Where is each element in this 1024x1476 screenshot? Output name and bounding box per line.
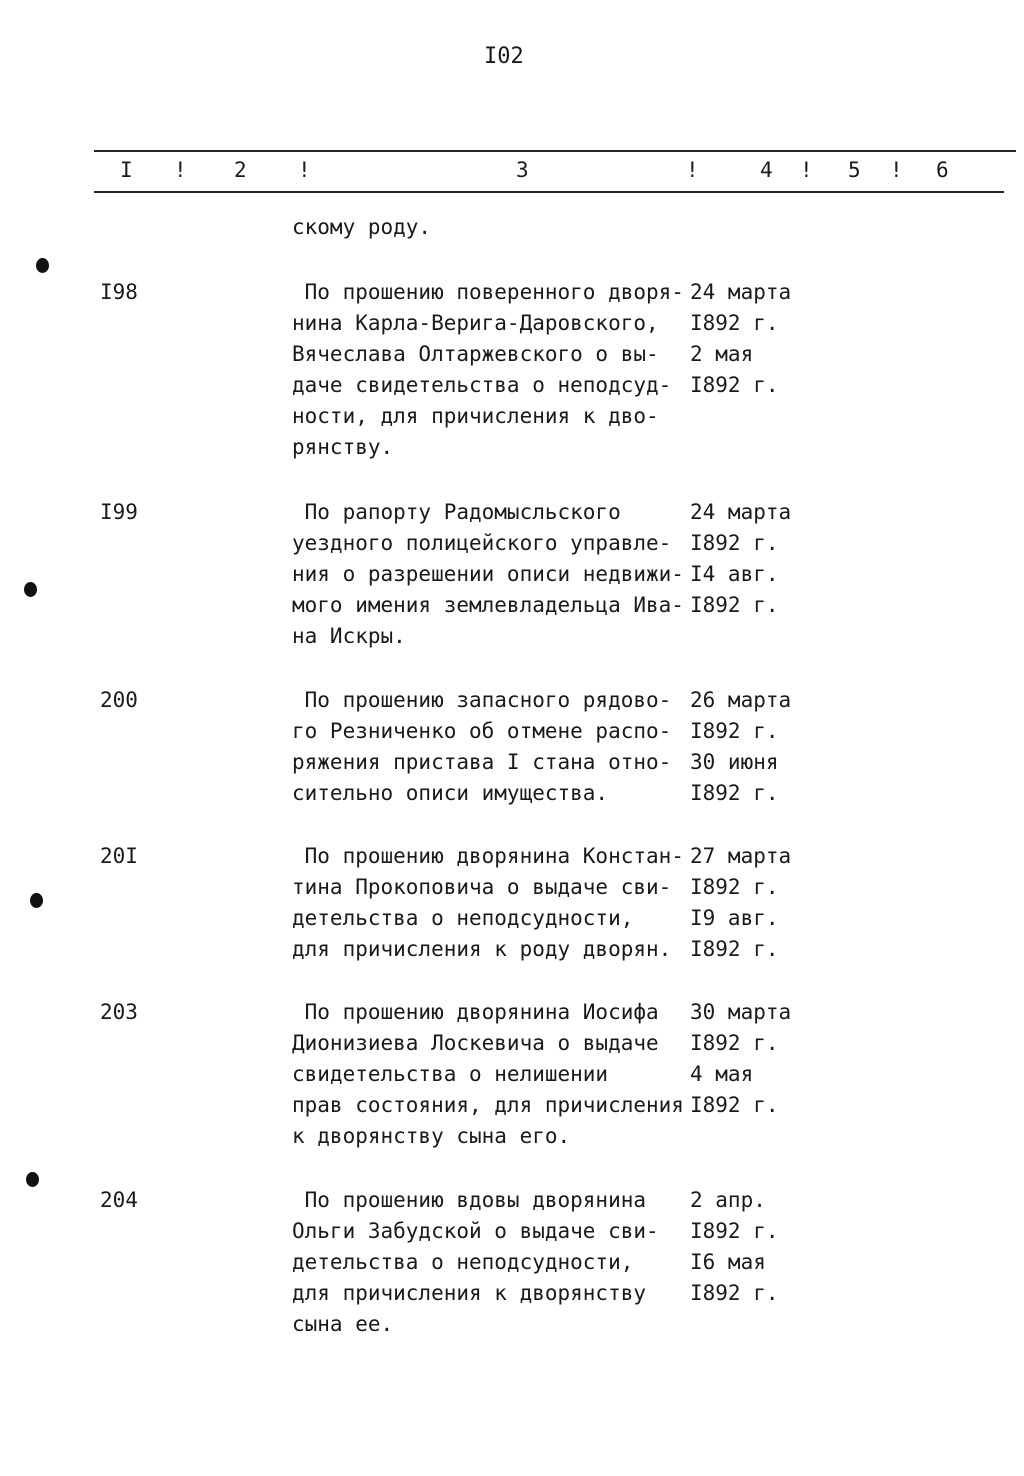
entry-date: 24 марта	[690, 500, 792, 524]
entry-date: I892 г.	[690, 593, 779, 617]
entry-number: 203	[100, 1000, 138, 1024]
punch-hole-mark	[30, 893, 43, 908]
entry-text-line: прав состояния, для причисления	[292, 1093, 684, 1117]
entry-date: 4 мая	[690, 1062, 754, 1086]
column-separator: !	[800, 158, 813, 182]
punch-hole-mark	[36, 258, 49, 273]
entry-date: I9 авг.	[690, 906, 779, 930]
column-header-5: 5	[848, 158, 861, 182]
entry-text-line: для причисления к роду дворян.	[292, 937, 672, 961]
entry-date: 26 марта	[690, 688, 792, 712]
entry-text-line: По прошению запасного рядово-	[292, 688, 672, 712]
entry-text-line: сительно описи имущества.	[292, 781, 609, 805]
column-header-1: I	[120, 158, 133, 182]
entry-text-line: По прошению дворянина Иосифа	[292, 1000, 659, 1024]
column-header-3: 3	[516, 158, 529, 182]
entry-text-line: детельства о неподсудности,	[292, 906, 634, 930]
punch-hole-mark	[26, 1172, 39, 1187]
table-header-top-rule	[94, 150, 1016, 152]
entry-date: 2 мая	[690, 342, 754, 366]
entry-date: I892 г.	[690, 719, 779, 743]
entry-date: I892 г.	[690, 1219, 779, 1243]
entry-date: I892 г.	[690, 373, 779, 397]
entry-text-line: По рапорту Радомысльского	[292, 500, 621, 524]
entry-text-line: свидетельства о нелишении	[292, 1062, 609, 1086]
entry-text-line: уездного полицейского управле-	[292, 531, 672, 555]
entry-text-line: даче свидетельства о неподсуд-	[292, 373, 672, 397]
entry-date: I892 г.	[690, 531, 779, 555]
entry-text-line: Дионизиева Лоскевича о выдаче	[292, 1031, 659, 1055]
entry-date: 30 марта	[690, 1000, 792, 1024]
table-header-bottom-rule	[94, 191, 1004, 193]
entry-date: I6 мая	[690, 1250, 766, 1274]
continuation-text: скому роду.	[292, 215, 432, 239]
column-header-6: 6	[936, 158, 949, 182]
column-separator: !	[890, 158, 903, 182]
punch-hole-mark	[24, 582, 37, 597]
entry-date: I892 г.	[690, 875, 779, 899]
column-separator: !	[298, 158, 311, 182]
entry-number: 200	[100, 688, 138, 712]
entry-date: I892 г.	[690, 311, 779, 335]
entry-number: 20I	[100, 844, 138, 868]
entry-text-line: мого имения землевладельца Ива-	[292, 593, 684, 617]
entry-text-line: для причисления к дворянству	[292, 1281, 647, 1305]
column-separator: !	[174, 158, 187, 182]
entry-date: I892 г.	[690, 1093, 779, 1117]
entry-text-line: По прошению вдовы дворянина	[292, 1188, 647, 1212]
entry-number: I99	[100, 500, 138, 524]
entry-date: I892 г.	[690, 781, 779, 805]
entry-text-line: сына ее.	[292, 1312, 394, 1336]
entry-date: I892 г.	[690, 1031, 779, 1055]
entry-text-line: ности, для причисления к дво-	[292, 404, 659, 428]
entry-text-line: Ольги Забудской о выдаче сви-	[292, 1219, 659, 1243]
entry-date: 24 марта	[690, 280, 792, 304]
column-header-4: 4	[760, 158, 773, 182]
entry-date: 27 марта	[690, 844, 792, 868]
entry-date: 30 июня	[690, 750, 779, 774]
entry-text-line: нина Карла-Верига-Даровского,	[292, 311, 659, 335]
entry-text-line: детельства о неподсудности,	[292, 1250, 634, 1274]
entry-text-line: рянству.	[292, 435, 394, 459]
entry-number: 204	[100, 1188, 138, 1212]
entry-number: I98	[100, 280, 138, 304]
entry-text-line: По прошению дворянина Констан-	[292, 844, 684, 868]
column-separator: !	[686, 158, 699, 182]
entry-text-line: тина Прокоповича о выдаче сви-	[292, 875, 672, 899]
entry-date: I4 авг.	[690, 562, 779, 586]
entry-text-line: ния о разрешении описи недвижи-	[292, 562, 684, 586]
entry-text-line: По прошению поверенного дворя-	[292, 280, 684, 304]
entry-text-line: Вячеслава Олтаржевского о вы-	[292, 342, 659, 366]
entry-text-line: го Резниченко об отмене распо-	[292, 719, 672, 743]
entry-date: 2 апр.	[690, 1188, 766, 1212]
page-number: I02	[484, 44, 524, 69]
entry-text-line: на Искры.	[292, 624, 406, 648]
column-header-2: 2	[234, 158, 247, 182]
entry-text-line: ряжения пристава I стана отно-	[292, 750, 672, 774]
entry-date: I892 г.	[690, 937, 779, 961]
entry-date: I892 г.	[690, 1281, 779, 1305]
entry-text-line: к дворянству сына его.	[292, 1124, 571, 1148]
